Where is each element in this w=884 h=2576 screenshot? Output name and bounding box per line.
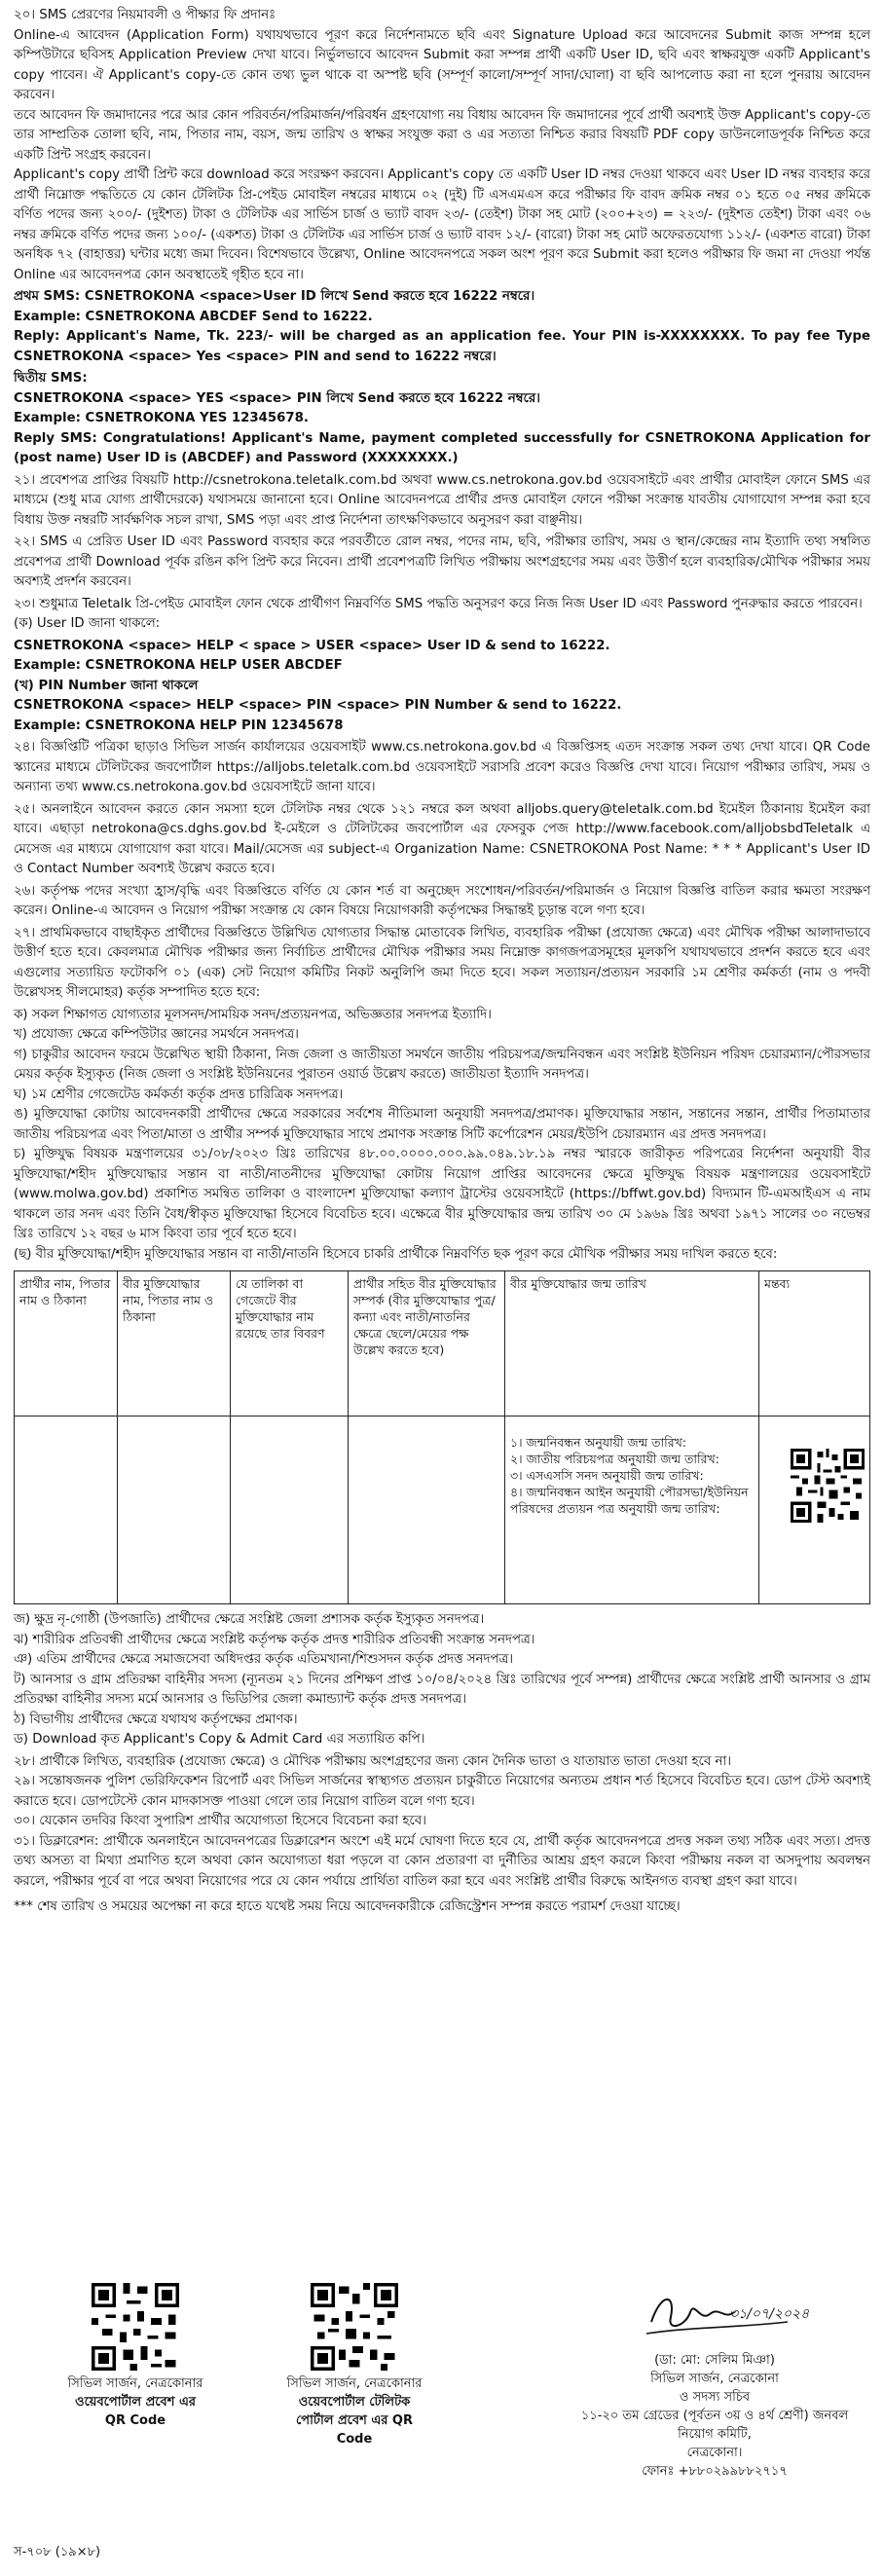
para-25: ২৫। অনলাইনে আবেদন করতে কোন সমস্যা হলে টেলিটক নম্বর থেকে ১২১ নম্বরে কল অথবা alljobs.query@teletalk.com.bd ইমেইল ঠিকানায় ইমেইল করা যাবে। এছাড়া netrokona@cs.dghs.gov.bd ই-মেইলে ও টেলিটকের জবপোর্টাল এর ফেসবুক পেজ http://www.facebook.com/alljobsbdTeletalk এ মেসেজ এর মাধ্যমে যোগাযোগ করা যাবে। Mail/মেসেজ এর subject-এ Organization Name: CSNETROKONA Post Name: * * * Applicant's User ID ও Contact Number অবশ্যই উল্লেখ করতে হবে।: [14, 801, 870, 876]
table-cell: [15, 1417, 118, 1604]
table-header: মন্তব্য: [759, 1271, 870, 1417]
signature-section: [14, 2283, 870, 2536]
qr-caption: Code: [336, 2432, 373, 2447]
signer-phone: ফোনঃ +৮৮০২৯৯৮৮২৭১৭: [642, 2464, 788, 2479]
para-26: ২৬। কর্তৃপক্ষ পদের সংখ্যা হ্রাস/বৃদ্ধি এবং বিজ্ঞপ্তিতে বর্ণিত যে কোন শর্ত বা অনুচ্ছেদ সংশোধন/পরিবর্তন/পরিমার্জন ও নিয়োগ বিজ্ঞপ্তি বাতিল করার ক্ষমতা সংরক্ষণ করেন। Online-এ আবেদন ও নিয়োগ পরীক্ষা সংক্রান্ত যে কোন বিষয়ে নিয়োগকারী কর্তৃপক্ষের সিদ্ধান্তই চূড়ান্ত বলে গণ্য হবে।: [14, 883, 870, 918]
birth-date-cell: ১। জন্মনিবন্ধন অনুযায়ী জন্ম তারিখ: ২। জাতীয় পরিচয়পত্র অনুযায়ী জন্ম তারিখ: ৩। এসএসসি সনদ অনুযায়ী জন্ম তারিখ: ৪। জন্মনিবন্ধন আইন অনুযায়ী পৌরসভা/ইউনিয়ন পরিষদের প্রত্যয়ন পত্র অনুযায়ী জন্ম তারিখ:: [505, 1417, 759, 1604]
signer-title: নেত্রকোনা।: [686, 2446, 743, 2460]
para-22: ২২। SMS এ প্রেরিত User ID এবং Password ব্যবহার করে পরবর্তীতে রোল নম্বর, পদের নাম, ছবি, পরীক্ষার তারিখ, সময় ও স্থান/কেন্দ্রের নাম ইত্যাদি তথ্য সম্বলিত প্রবেশপত্র প্রার্থী Download পূর্বক রঙিন কপি প্রিন্ট করে নিবেন। প্রার্থী প্রবেশপত্রটি লিখিত পরীক্ষায় অংশগ্রহণের সময় এবং উত্তীর্ণ হলে ব্যবহারিক/মৌখিক পরীক্ষার সময় অবশ্যই প্রদর্শন করবেন।: [14, 534, 870, 589]
qr-code-icon: [311, 2283, 398, 2371]
table-cell: [349, 1417, 505, 1604]
qr-block-webportal: [53, 2283, 218, 2430]
table-header: প্রার্থীর নাম, পিতার নাম ও ঠিকানা: [15, 1271, 118, 1417]
signer-title: ও সদস্য সচিব: [679, 2390, 751, 2405]
table-cell: [231, 1417, 349, 1604]
qr-caption: পোর্টাল প্রবেশ এর QR: [296, 2413, 413, 2428]
footer-ref: স-৭০৮ (১৯×৮): [14, 2545, 101, 2559]
signer-title: ১১-২০ তম গ্রেডের (পূর্বতন ৩য় ও ৪র্থ শ্রেণী) জনবল নিয়োগ কমিটি,: [580, 2409, 849, 2442]
qr-caption: সিভিল সার্জন, নেত্রকোনার: [67, 2376, 203, 2391]
table-header: প্রার্থীর সহিত বীর মুক্তিযোদ্ধার সম্পর্ক (বীর মুক্তিযোদ্ধার পুত্র/কন্যা এবং নাতী/নাতনির ক্ষেত্রে ছেলে/মেয়ের পক্ষ উল্লেখ করতে হবে): [349, 1271, 505, 1417]
signer-name: (ডা: মো: সেলিম মিঞা): [654, 2353, 775, 2368]
qr-block-teletalk: [267, 2283, 442, 2448]
table-cell: [118, 1417, 231, 1604]
signer-title: সিভিল সার্জন, নেত্রকোনা: [650, 2372, 779, 2386]
table-header: যে তালিকা বা গেজেটে বীর মুক্তিযোদ্ধার নাম রয়েছে তার বিবরণ: [231, 1271, 349, 1417]
handwritten-signature-icon: [632, 2283, 810, 2351]
signature-date: ৩১/০৭/২০২৪: [729, 2306, 810, 2322]
qr-code-icon: [92, 2283, 179, 2371]
para-23: ২৩। শুধুমাত্র Teletalk প্রি-পেইড মোবাইল ফোন থেকে প্রার্থীগণ নিম্নবর্ণিত SMS পদ্ধতি অনুসরণ করে নিজ নিজ User ID এবং Password পুনরুদ্ধার করতে পারবেন। (ক) User ID জানা থাকলে:: [14, 596, 863, 631]
freedom-fighter-form-table: [14, 1270, 870, 1604]
qr-code-icon: [791, 1449, 865, 1523]
recover-sms: CSNETROKONA <space> HELP < space > USER <space> User ID & send to 16222. Example: CSNETROKONA HELP USER ABCDEF (খ) PIN Number জানা থাকলে CSNETROKONA <space> HELP <space> PIN <space> PIN Number & send to 16222. Example: CSNETROKONA HELP PIN 12345678: [14, 638, 622, 733]
sms-second: দ্বিতীয় SMS: CSNETROKONA <space> YES <space> PIN লিখে Send করতে হবে 16222 নম্বরে। Example: CSNETROKONA YES 12345678. Reply SMS: Congratulations! Applicant's Name, payment completed successfully for CSNETROKONA Application for (post name) User ID is (ABCDEF) and Password (XXXXXXXX.): [14, 371, 870, 465]
para-20: ২০। SMS প্রেরণের নিয়মাবলী ও পীক্ষার ফি প্রদানঃ Online-এ আবেদন (Application Form) যথাযথভাবে পূরণ করে নির্দেশনামতে ছবি এবং Signature Upload করে আবেদনের Submit কাজ সম্পন্ন হলে কম্পিউটারে ছবিসহ Application Preview দেখা যাবে। নির্ভুলভাবে আবেদন Submit করা সম্পন্ন প্রার্থী একটি User ID, ছবি এবং স্বাক্ষরযুক্ত একটি Applicant's copy পাবেন। ঐ Applicant's copy-তে কোন তথ্য ভুল থাকে বা অস্পষ্ট ছবি (সম্পূর্ণ কালো/সম্পূর্ণ সাদা/ঘোলা) বা ছবি আপলোড করা না হলে পুনরায় আবেদন করবেন। তবে আবেদন ফি জমাদানের পরে আর কোন পরিবর্তন/পরিমার্জন/পরিবর্ধন গ্রহণযোগ্য নয় বিধায় আবেদন ফি জমাদানের পূর্বে প্রার্থী অবশ্যই উক্ত Applicant's copy-তে তার সাম্প্রতিক তোলা ছবি, নাম, পিতার নাম, বয়স, জন্ম তারিখ ও স্বাক্ষর সংযুক্ত করা ও এর সত্যতা নিশ্চিত করার বিষয়টি PDF copy ডাউনলোডপূর্বক নিশ্চিত করে একটি প্রিন্ট সংগ্রহ করবেন। Applicant's copy প্রার্থী প্রিন্ট করে download করে সংরক্ষণ করবেন। Applicant's copy তে একটি User ID নম্বর দেওয়া থাকবে এবং User ID নম্বর ব্যবহার করে প্রার্থী নিম্নোক্ত পদ্ধতিতে যে কোন টেলিটক প্রি-পেইড মোবাইল নম্বরের মাধ্যমে ০২ (দুই) টি এসএমএস করে পরীক্ষার ফি বাবদ ক্রমিক নম্বর ০১ হতে ০৫ নম্বর ক্রমিকে বর্ণিত পদের জন্য ২০০/- (দুইশত) টাকা ও টেলিটক এর সার্ভিস চার্জ ও ভ্যাট বাবদ ২৩/- (তেইশ) টাকা সহ মোট (২০০+২৩) = ২২৩/- (দুইশত তেইশ) টাকা এবং ০৬ নম্বর ক্রমিকে বর্ণিত পদের জন্য ১০০/- (একশত) টাকা ও টেলিটক এর সার্ভিস চার্জ ও ভ্যাট বাবদ ১২/- (বারো) টাকা সহ মোট অফেরতযোগ্য ১১২/- (একশত বারো) টাকা অনধিক ৭২ (বাহাত্তর) ঘন্টার মধ্যে জমা দিবেন। বিশেষভাবে উল্লেখ্য, Online আবেদনপত্রে সকল অংশ পূরণ করে Submit করা হলেও পরীক্ষার ফি জমা না দেওয়া পর্যন্ত Online এর আবেদনপত্র কোন অবস্থাতেই গৃহীত হবে না।: [14, 8, 870, 282]
sms-first: প্রথম SMS: CSNETROKONA <space>User ID লিখে Send করতে হবে 16222 নম্বরে। Example: CSNETROKONA ABCDEF Send to 16222. Reply: Applicant's Name, Tk. 223/- will be charged as an application fee. Your PIN is-XXXXXXXX. To pay fee Type CSNETROKONA <space> Yes <space> PIN and send to 16222 নম্বরে।: [14, 289, 870, 364]
qr-caption: QR Code: [104, 2413, 166, 2428]
documents-list-b: জ) ক্ষুদ্র নৃ-গোষ্ঠী (উপজাতি) প্রার্থীদের ক্ষেত্রে সংশ্লিষ্ট জেলা প্রশাসক কর্তৃক ইস্যুকৃত সনদপত্র। ঝ) শারীরিক প্রতিবন্ধী প্রার্থীদের ক্ষেত্রে সংশ্লিষ্ট কর্তৃপক্ষ কর্তৃক প্রদত্ত শারীরিক প্রতিবন্ধী সংক্রান্ত সনদপত্র। ঞ) এতিম প্রার্থীদের ক্ষেত্রে সমাজসেবা অধিদপ্তর কর্তৃক এতিমখানা/শিশুসদন কর্তৃক প্রদত্ত সনদপত্র। ট) আনসার ও গ্রাম প্রতিরক্ষা বাহিনীর সদস্য (ন্যূনতম ২১ দিনের প্রশিক্ষণ প্রাপ্ত ১০/০৪/২০২৪ খ্রিঃ তারিখের পূর্বে সম্পন্ন) প্রার্থীদের ক্ষেত্রে সংশ্লিষ্ট প্রার্থী আনসার ও গ্রাম প্রতিরক্ষা বাহিনীর সদস্য মর্মে আনসার ও ভিডিপির জেলা কমান্ড্যান্ট কর্তৃক প্রদত্ত সনদপত্র। ঠ) বিভাগীয় প্রার্থীদের ক্ষেত্রে যথাযথ কর্তৃপক্ষের প্রমাণক। ড) Download কৃত Applicant's Copy & Admit Card এর সত্যায়িত কপি।: [14, 1612, 870, 1747]
para-27: ২৭। প্রাথমিকভাবে বাছাইকৃত প্রার্থীদের বিজ্ঞপ্তিতে উল্লিখিত যোগ্যতার সিদ্ধান্ত মোতাবেক লিখিত, ব্যবহারিক পরীক্ষা (প্রযোজ্য ক্ষেত্রে) এবং মৌখিক পরীক্ষা আলাদাভাবে উত্তীর্ণ হতে হবে। কেবলমাত্র মৌখিক পরীক্ষার জন্য নির্বাচিত প্রার্থীদের মৌখিক পরীক্ষার সময় নিম্নোক্ত কাগজপত্রসমূহের মূলকপি যথাযথভাবে প্রদর্শন করতে হবে এবং এগুলোর সত্যায়িত ফটোকপি ০১ (এক) সেট নিয়োগ কমিটির নিকট অনুলিপি জমা দিতে হবে। সকল সত্যায়ন/প্রত্যয়ন সরকারি ১ম শ্রেণীর কর্মকর্তা (নাম ও পদবী উল্লেখসহ সীলমোহর) কর্তৃক সম্পাদিত হতে হবে:: [14, 925, 870, 1000]
notice-body: [14, 6, 870, 1920]
qr-caption: সিভিল সার্জন, নেত্রকোনার: [286, 2376, 423, 2391]
table-header: বীর মুক্তিযোদ্ধার জন্ম তারিখ: [505, 1271, 759, 1417]
para-21: ২১। প্রবেশপত্র প্রাপ্তির বিষয়টি http://csnetrokona.teletalk.com.bd অথবা www.cs.netrokona.gov.bd ওয়েবসাইটে এবং প্রার্থীর মোবাইল ফোনে SMS এর মাধ্যমে (শুধু মাত্র যোগ্য প্রার্থীদেরকে) যথাসময়ে জানানো হবে। Online আবেদনপত্রে প্রার্থীর প্রদত্ত মোবাইল ফোনে পরীক্ষা সংক্রান্ত যাবতীয় যোগাযোগ সম্পন্ন করা হবে বিধায় উক্ত নম্বরটি সার্বক্ষণিক সচল রাখা, SMS পড়া এবং প্রাপ্ত নির্দেশনা তাৎক্ষণিকভাবে অনুসরণ করা বাঞ্ছনীয়।: [14, 472, 870, 528]
documents-list-a: ক) সকল শিক্ষাগত যোগ্যতার মূলসনদ/সাময়িক সনদ/প্রত্যয়নপত্র, অভিজ্ঞতার সনদপত্র ইত্যাদি। খ) প্রযোজ্য ক্ষেত্রে কম্পিউটার জ্ঞানের সমর্থনে সনদপত্র। গ) চাকুরীর আবেদন ফরমে উল্লেখিত স্থায়ী ঠিকানা, নিজ জেলা ও জাতীয়তা সমর্থনে জাতীয় পরিচয়পত্র/জন্মনিবন্ধন এবং সংশ্লিষ্ট ইউনিয়ন পরিষদ চেয়ারম্যান/পৌরসভার মেয়র কর্তৃক ইস্যুকৃত (নিজ জেলা ও সংশ্লিষ্ট ইউনিয়নের পুরাতন ওয়ার্ড উল্লেখ করতে) জাতীয়তা ইত্যাদি সনদপত্র। ঘ) ১ম শ্রেণীর গেজেটেড কর্মকর্তা কর্তৃক প্রদত্ত চারিত্রিক সনদপত্র। ঙ) মুক্তিযোদ্ধা কোটায় আবেদনকারী প্রার্থীদের ক্ষেত্রে সরকারের সর্বশেষ নীতিমালা অনুযায়ী সনদপত্র/প্রমাণক। মুক্তিযোদ্ধার সন্তান, সন্তানের সন্তান, প্রার্থীর পিতামাতার জাতীয় পরিচয়পত্র এবং পিতা/মাতা ও প্রার্থীর সম্পর্ক মুক্তিযোদ্ধার সাথে প্রমাণক সংক্রান্ত সিটি কর্পোরেশন মেয়র/ইউপি চেয়ারম্যান এর প্রদত্ত সনদপত্র। চ) মুক্তিযুদ্ধ বিষয়ক মন্ত্রণালয়ের ৩১/০৮/২০২৩ খ্রিঃ তারিখের ৪৮.০০.০০০০.০০০.৯৯.০৪৯.১৮.১৯ নম্বর স্মারকে জারীকৃত পরিপত্রের নির্দেশনা অনুযায়ী বীর মুক্তিযোদ্ধা/শহীদ মুক্তিযোদ্ধার সন্তান বা নাতী/নাতনীদের মুক্তিযোদ্ধা কোটায় নিয়োগ প্রাপ্তির আবেদনের ক্ষেত্রে মুক্তিযুদ্ধ বিষয়ক মন্ত্রণালয়ের ওয়েবসাইটে (www.molwa.gov.bd) প্রকাশিত সমন্বিত তালিকা ও বাংলাদেশ মুক্তিযোদ্ধা কল্যাণ ট্রাস্টের ওয়েবসাইটে (https://bffwt.gov.bd) বিদ্যমান টি-এমআইএস এ নাম থাকলে তার সনদ এবং তিনি বৈধ/স্বীকৃত মুক্তিযোদ্ধা হিসেবে বিবেচিত হবে। এক্ষেত্রে বীর মুক্তিযোদ্ধার জন্ম তারিখ ৩০ মে ১৯৬৯ খ্রিঃ অথবা ১৯৭১ সালের ৩০ নভেম্বর খ্রিঃ তারিখে ১২ বছর ৬ মাস কিংবা তার পূর্বে হতে হবে। (ছ) বীর মুক্তিযোদ্ধা/শহীদ মুক্তিযোদ্ধার সন্তান বা নাতী/নাতনি হিসেবে চাকরি প্রার্থীকে নিম্নবর্ণিত ছক পূরণ করে মৌখিক পরীক্ষার সময় দাখিল করতে হবে:: [14, 1007, 870, 1262]
para-24: ২৪। বিজ্ঞপ্তিটি পত্রিকা ছাড়াও সিভিল সার্জন কার্যালয়ের ওয়েবসাইট www.cs.netrokona.gov.bd এ বিজ্ঞপ্তিসহ এতদ সংক্রান্ত সকল তথ্য দেখা যাবে। QR Code স্ক্যানের মাধ্যমে টেলিটকের জবপোর্টাল https://alljobs.teletalk.com.bd ওয়েবসাইটে সরাসরি প্রবেশ করেও বিজ্ঞপ্তি দেখা যাবে। নিয়োগ পরীক্ষার তারিখ, সময় ও অন্যান্য তথ্য www.cs.netrokona.gov.bd ওয়েবসাইটে জানা যাবে।: [14, 740, 870, 794]
para-28-31: ২৮। প্রার্থীকে লিখিত, ব্যবহারিক (প্রযোজ্য ক্ষেত্রে) ও মৌখিক পরীক্ষায় অংশগ্রহণের জন্য কোন দৈনিক ভাতা ও যাতায়াত ভাতা দেওয়া হবে না। ২৯। সন্তোষজনক পুলিশ ভেরিফিকেশন রিপোর্ট এবং সিভিল সার্জনের স্বাস্থ্যগত প্রত্যয়ন চাকুরীতে নিয়োগের অন্যতম প্রধান শর্ত হিসেবে বিবেচিত হবে। ডোপ টেস্ট অবশ্যই করাতে হবে। ডোপটেস্টে কোন মাদকাসক্ত পাওয়া গেলে তার নিয়োগ বাতিল বলে গণ্য হবে। ৩০। যেকোন তদবির কিংবা সুপারিশ প্রার্থীর অযোগ্যতা হিসেবে বিবেচনা করা হবে। ৩১। ডিক্লারেশন: প্রার্থীকে অনলাইনে আবেদনপত্রের ডিক্লারেশন অংশে এই মর্মে ঘোষণা দিতে হবে যে, প্রার্থী কর্তৃক আবেদনপত্রে প্রদত্ত সকল তথ্য সঠিক এবং সত্য। প্রদত্ত তথ্য অসত্য বা মিথ্যা প্রমাণিত হলে অথবা কোন অযোগ্যতা ধরা পড়লে বা কোন প্রতারণা বা দুর্নীতির আশ্রয় গ্রহণ করলে কিংবা পরীক্ষায় নকল বা অসদুপায় অবলম্বন করলে, পরীক্ষার পূর্বে বা পরে অথবা নিয়োগের পরে যে কোন পর্যায়ে প্রার্থিতা বাতিল করা হবে এবং সংশ্লিষ্ট প্রার্থীর বিরুদ্ধে আইনগত ব্যবস্থা গ্রহণ করা যাবে।: [14, 1753, 870, 1889]
table-header: বীর মুক্তিযোদ্ধার নাম, পিতার নাম ও ঠিকানা: [118, 1271, 231, 1417]
signature-block: [569, 2283, 861, 2481]
final-advice: *** শেষ তারিখ ও সময়ের অপেক্ষা না করে হাতে যথেষ্ট সময় নিয়ে আবেদনকারীকে রেজিস্ট্রেশন সম্পন্ন করতে পরামর্শ দেওয়া যাচ্ছে।: [14, 1899, 681, 1914]
qr-caption: ওয়েবপোর্টাল প্রবেশ এর: [75, 2395, 196, 2410]
qr-caption: ওয়েবপোর্টাল টেলিটক: [298, 2395, 411, 2410]
